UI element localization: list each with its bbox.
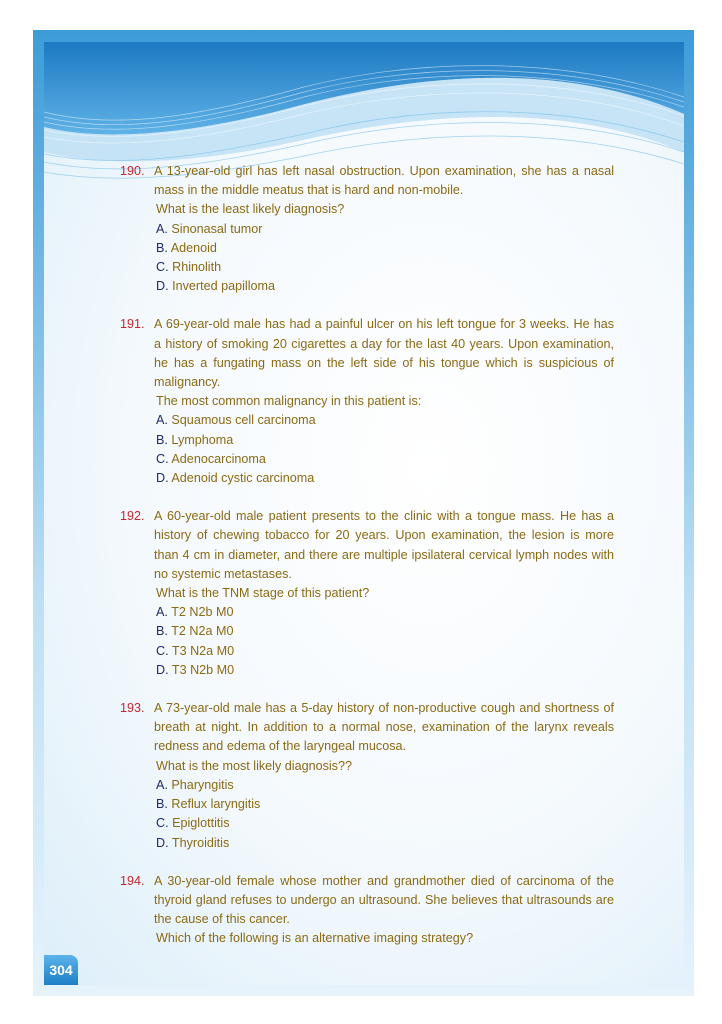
option-letter: C. [156,260,169,275]
option-letter: B. [156,240,168,255]
option-letter: A. [156,605,168,620]
question-text: A 13-year-old girl has left nasal obstruction. Upon examination, she has a nasal mass in the middle meatus that is hard and non-mobile. [154,164,614,198]
option-text: T2 N2b M0 [171,605,234,620]
question-stem [120,699,614,757]
option-d [120,834,614,853]
option-letter: D. [156,471,169,486]
option-d [120,277,614,296]
option-text: Epiglottitis [172,816,230,831]
question-190 [120,162,614,296]
question-191 [120,315,614,488]
option-text: Sinonasal tumor [171,221,263,236]
option-text: Squamous cell carcinoma [171,413,316,428]
question-prompt: The most common malignancy in this patient is: [156,394,422,409]
page-number-badge: 304 [44,955,78,985]
question-prompt: Which of the following is an alternative imaging strategy? [156,931,474,946]
option-text: Inverted papilloma [172,279,276,294]
option-d [120,469,614,488]
option-text: Adenoid [170,240,217,255]
question-text: A 69-year-old male has had a painful ulcer on his left tongue for 3 weeks. He has a history of smoking 20 cigarettes a day for the last 40 years. Upon examination, he has a fungating mass on the left side of his tongue which is suspicious of malignancy. [154,317,614,390]
question-stem [120,162,614,200]
question-text: A 73-year-old male has a 5-day history of non-productive cough and shortness of breath at night. In addition to a normal nose, examination of the larynx reveals redness and edema of the laryngeal mucosa. [154,701,614,754]
option-c [120,814,614,833]
option-letter: C. [156,816,169,831]
question-stem [120,507,614,584]
question-number: 192. [120,509,145,524]
option-text: Reflux laryngitis [171,797,261,812]
option-text: T3 N2b M0 [171,662,235,677]
question-text: A 60-year-old male patient presents to the clinic with a tongue mass. He has a history of chewing tobacco for 20 years. Upon examination, the lesion is more than 4 cm in diameter, and there are multiple ipsilateral cervical lymph nodes with no systemic metastases. [154,509,614,581]
option-b [120,431,614,450]
option-text: Adenoid cystic carcinoma [171,471,315,486]
option-text: T2 N2a M0 [171,624,234,639]
option-text: T3 N2a M0 [171,643,235,658]
option-letter: D. [156,835,169,850]
question-stem [120,315,614,392]
option-text: Lymphoma [171,432,234,447]
option-letter: A. [156,221,168,236]
option-b [120,622,614,641]
option-letter: D. [156,279,169,294]
option-a [120,776,614,795]
option-d [120,661,614,680]
option-text: Adenocarcinoma [171,451,266,466]
question-prompt: What is the TNM stage of this patient? [156,586,370,601]
question-192 [120,507,614,680]
option-a [120,603,614,622]
question-194 [120,872,614,949]
question-stem [120,872,614,930]
question-number: 194. [120,873,145,888]
option-letter: C. [156,451,169,466]
question-prompt: What is the least likely diagnosis? [156,202,345,217]
option-c [120,450,614,469]
option-letter: A. [156,777,168,792]
question-text: A 30-year-old female whose mother and grandmother died of carcinoma of the thyroid gland refuses to undergo an ultrasound. She believes that ultrasounds are the cause of this cancer. [154,873,614,927]
question-193 [120,699,614,853]
question-number: 191. [120,317,145,332]
question-number: 193. [120,701,145,716]
option-letter: C. [156,643,169,658]
option-letter: A. [156,413,168,428]
option-text: Rhinolith [172,260,222,275]
question-number: 190. [120,164,145,178]
option-c [120,642,614,661]
option-letter: B. [156,432,168,447]
option-b [120,239,614,258]
option-c [120,258,614,277]
option-b [120,795,614,814]
option-letter: D. [156,662,169,677]
question-list [120,162,614,968]
option-a [120,411,614,430]
option-letter: B. [156,624,168,639]
option-text: Pharyngitis [171,777,234,792]
question-prompt: What is the most likely diagnosis?? [156,758,352,773]
option-text: Thyroiditis [171,835,230,850]
option-a [120,220,614,239]
option-letter: B. [156,797,168,812]
